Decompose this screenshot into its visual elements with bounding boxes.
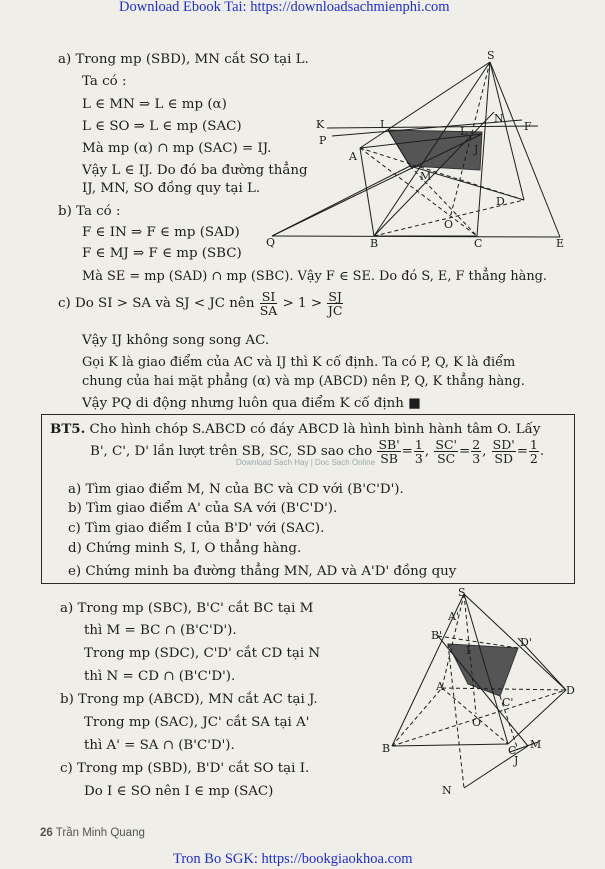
fraction-num: 1 [414, 437, 423, 452]
solution-line: a) Trong mp (SBC), B'C' cắt BC tại M [60, 601, 314, 616]
label-N: N [442, 784, 452, 797]
part-c-line: Vậy IJ không song song AC. [82, 333, 270, 348]
solution-line: b) Trong mp (ABCD), MN cắt AC tại J. [60, 692, 318, 707]
bt5-line2: B', C', D' lần lượt trên SB, SC, SD sao cho $\frac{SB'}{SB}$ = $\frac{1}{3}$ , $\frac{SC'}{SC}$ = $\frac{2}{3}$ , $\frac{SD'}{SD}$ = $\frac{1}{2}$ . [90, 437, 545, 466]
ratio-value [414, 438, 424, 465]
part-a-line: L ∈ MN ⇒ L ∈ mp (α) [82, 97, 227, 112]
label-C-prime: C' [502, 696, 514, 709]
sgk-link[interactable]: Tron Bo SGK: https://bookgiaokhoa.com [173, 851, 413, 867]
part-b-title: b) Ta có : [58, 204, 121, 219]
part-a-line: Vậy L ∈ IJ. Do đó ba đường thẳng [82, 163, 308, 178]
label-A: A [436, 680, 444, 693]
fraction-num: SC' [435, 437, 457, 452]
label-I: I [466, 644, 471, 657]
label-O: O [472, 716, 482, 729]
label-F: F [524, 120, 532, 133]
label-S: S [487, 50, 495, 62]
bt5-task: a) Tìm giao điểm M, N của BC và CD với (B'C'D'). [68, 482, 404, 497]
page-number: 26 [40, 827, 53, 839]
download-link[interactable]: Download Ebook Tai: https://downloadsachmienphi.com [119, 0, 450, 15]
part-c-lead: c) Do SI > SA và SJ < JC nên [58, 296, 255, 311]
label-C: C [508, 744, 517, 757]
fraction-den: 2 [529, 451, 538, 466]
bt5-line1 [50, 421, 540, 438]
fraction-den: SA [259, 303, 278, 318]
part-a-line: IJ, MN, SO đồng quy tại L. [82, 181, 261, 196]
label-O: O [444, 218, 454, 231]
part-a-title: a) Trong mp (SBD), MN cắt SO tại L. [58, 52, 309, 67]
label-M: M [420, 170, 432, 183]
part-b-line: F ∈ IN ⇒ F ∈ mp (SAD) [82, 225, 240, 240]
label-L: L [460, 125, 468, 138]
fraction-num: 1 [529, 437, 538, 452]
part-c-conclusion: Vậy PQ di động nhưng luôn qua điểm K cố định [82, 396, 404, 411]
solution-line: thì M = BC ∩ (B'C'D'). [84, 623, 237, 638]
fraction-den: SD [494, 451, 513, 466]
part-c-line: chung của hai mặt phẳng (α) và mp (ABCD) nên P, Q, K thẳng hàng. [82, 374, 525, 389]
bt5-task: b) Tìm giao điểm A' của SA với (B'C'D'). [68, 501, 338, 516]
fraction-den: 3 [472, 451, 481, 466]
fraction-num: SD' [492, 437, 515, 452]
bt5-ratio-lead: B', C', D' lần lượt trên SB, SC, SD sao cho [90, 444, 373, 459]
part-a-line: Ta có : [82, 74, 127, 89]
fraction-den: SB [380, 451, 398, 466]
label-D-prime: D' [520, 636, 532, 649]
author-name: Trần Minh Quang [55, 827, 145, 839]
ratio-sb [377, 438, 400, 465]
fraction-den: JC [327, 303, 343, 318]
label-B: B [370, 237, 379, 250]
fraction-num: SJ [328, 289, 342, 304]
label-D: D [566, 684, 575, 697]
part-a-line: L ∈ SO ⇒ L ∈ mp (SAC) [82, 119, 242, 134]
fraction-den: SC [437, 451, 456, 466]
figure-pyramid-2 [378, 584, 584, 800]
solution-line: thì N = CD ∩ (B'C'D'). [84, 669, 236, 684]
solution-line: Trong mp (SAC), JC' cắt SA tại A' [84, 715, 310, 730]
part-b-line: F ∈ MJ ⇒ F ∈ mp (SBC) [82, 246, 242, 261]
solution-line: thì A' = SA ∩ (B'C'D'). [84, 738, 235, 753]
label-M: M [530, 738, 542, 751]
label-E: E [556, 237, 565, 250]
bt5-task: c) Tìm giao điểm I của B'D' với (SAC). [68, 521, 325, 536]
solution-line: Trong mp (SDC), C'D' cắt CD tại N [84, 646, 321, 661]
ratio-sc [434, 438, 458, 465]
watermark-text: Download Sach Hay | Doc Sach Online [236, 458, 376, 467]
part-c-inequality [58, 290, 344, 317]
label-J: J [474, 143, 479, 156]
bt5-statement: Cho hình chóp S.ABCD có đáy ABCD là hình bình hành tâm O. Lấy [89, 422, 541, 437]
label-A-prime: A' [448, 610, 459, 623]
fraction-num: SI [260, 290, 278, 304]
solution-line: c) Trong mp (SBD), B'D' cắt SO tại I. [60, 761, 310, 776]
label-D: D [496, 195, 505, 208]
solution-line: Do I ∈ SO nên I ∈ mp (SAC) [84, 784, 274, 799]
fraction-num: 2 [472, 437, 481, 452]
label-P: P [319, 134, 327, 147]
part-c-line [82, 395, 421, 412]
label-Q: Q [266, 236, 276, 249]
ratio-sd [492, 438, 516, 465]
label-J: J [514, 754, 519, 767]
fraction-num: SB' [378, 437, 400, 452]
part-c-mid: > 1 > [282, 296, 323, 311]
ratio-value [471, 438, 481, 465]
label-I: I [380, 118, 385, 131]
fraction-si-sa [260, 290, 278, 317]
label-C: C [474, 237, 483, 250]
label-K: K [316, 118, 325, 131]
label-S: S [458, 586, 466, 599]
end-of-proof-mark: ■ [408, 396, 421, 411]
label-B: B [382, 742, 391, 755]
part-b-line: Mà SE = mp (SAD) ∩ mp (SBC). Vậy F ∈ SE. Do đó S, E, F thẳng hàng. [82, 269, 548, 284]
bt5-task: e) Chứng minh ba đường thẳng MN, AD và A'D' đồng quy [68, 564, 457, 579]
page-footer [40, 827, 145, 839]
part-a-line: Mà mp (α) ∩ mp (SAC) = IJ. [82, 141, 272, 156]
fraction-sj-jc [327, 290, 343, 317]
label-N: N [494, 112, 504, 125]
part-c-line: Gọi K là giao điểm của AC và IJ thì K cố định. Ta có P, Q, K là điểm [82, 355, 516, 370]
bt5-task: d) Chứng minh S, I, O thẳng hàng. [68, 541, 302, 556]
label-B-prime: B' [431, 629, 443, 642]
ratio-value [529, 438, 539, 465]
bt5-label: BT5. [50, 421, 86, 437]
fraction-den: 3 [414, 451, 423, 466]
figure-pyramid-1 [262, 50, 574, 250]
label-A: A [349, 150, 357, 163]
